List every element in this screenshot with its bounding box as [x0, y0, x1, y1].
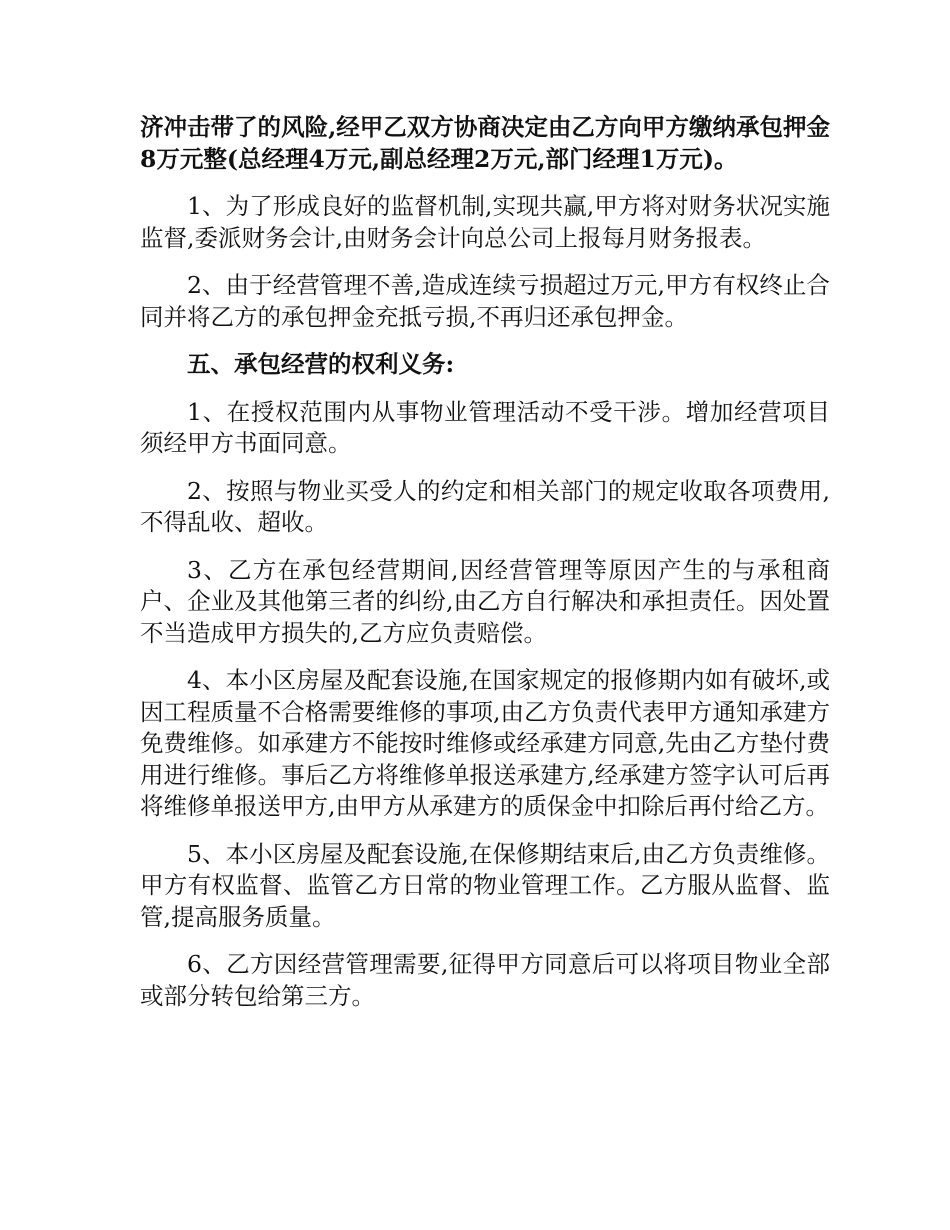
document-page [140, 112, 830, 1028]
section-heading: 五、承包经营的权利义务: [187, 350, 455, 378]
section-item-4: 4、本小区房屋及配套设施,在国家规定的报修期内如有破坏,或因工程质量不合格需要维修的事项,由乙方负责代表甲方通知承建方免费维修。如承建方不能按时维修或经承建方同意,先由乙方垫付费用进行维修。事后乙方将维修单报送承建方,经承建方签字认可后再将维修单报送甲方,由甲方从承建方的质保金中扣除后再付给乙方。 [140, 666, 830, 820]
section-item-6: 6、乙方因经营管理需要,征得甲方同意后可以将项目物业全部或部分转包给第三方。 [140, 950, 830, 1010]
section-item-1: 1、在授权范围内从事物业管理活动不受干涉。增加经营项目须经甲方书面同意。 [140, 397, 830, 457]
opening-paragraph: 济冲击带了的风险,经甲乙双方协商决定由乙方向甲方缴纳承包押金8万元整(总经理4万元,副总经理2万元,部门经理1万元)。 [140, 113, 830, 173]
section-item-5: 5、本小区房屋及配套设施,在保修期结束后,由乙方负责维修。甲方有权监督、监管乙方日常的物业管理工作。乙方服从监督、监管,提高服务质量。 [140, 839, 830, 931]
section-item-2: 2、按照与物业买受人的约定和相关部门的规定收取各项费用,不得乱收、超收。 [140, 476, 830, 536]
clause-item-1: 1、为了形成良好的监督机制,实现共赢,甲方将对财务状况实施监督,委派财务会计,由财务会计向总公司上报每月财务报表。 [140, 192, 830, 252]
section-item-3: 3、乙方在承包经营期间,因经营管理等原因产生的与承租商户、企业及其他第三者的纠纷,由乙方自行解决和承担责任。因处置不当造成甲方损失的,乙方应负责赔偿。 [140, 555, 830, 647]
clause-item-2: 2、由于经营管理不善,造成连续亏损超过万元,甲方有权终止合同并将乙方的承包押金充抵亏损,不再归还承包押金。 [140, 271, 830, 331]
